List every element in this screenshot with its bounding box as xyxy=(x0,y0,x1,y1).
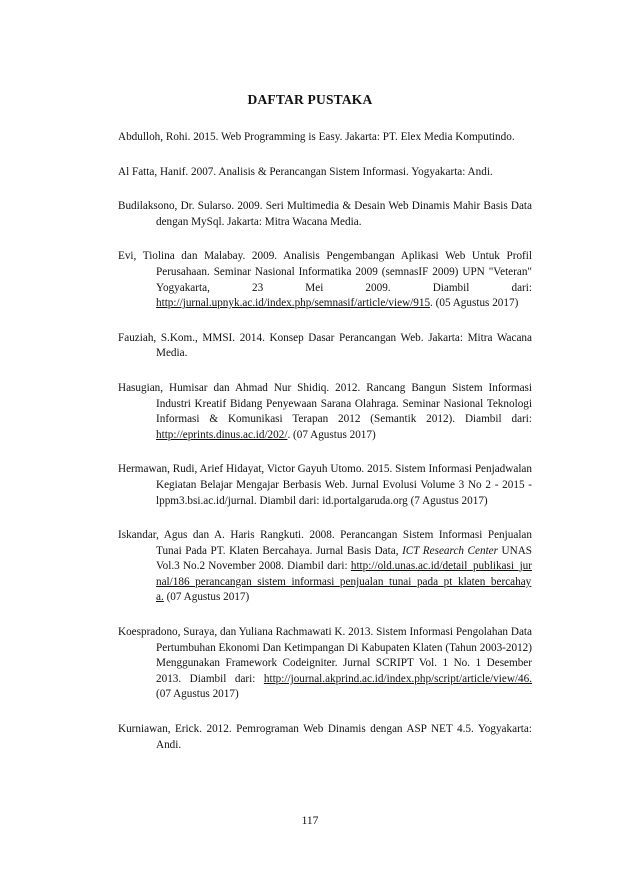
reference-item: Evi, Tiolina dan Malabay. 2009. Analisis Pengembangan Aplikasi Web Untuk Profil Perusahaan. Seminar Nasional Informatika 2009 (semnasIF 2009) UPN "Veteran" Yogyakarta, 23 Mei 2009. Diambil dari: http://jurnal.upnyk.ac.id/index.php/semnasif/article/view/915. (05 Agustus 2017) xyxy=(118,250,532,310)
reference-item: Koespradono, Suraya, dan Yuliana Rachmawati K. 2013. Sistem Informasi Pengolahan Data Pertumbuhan Ekonomi Dan Ketimpangan Di Kabupaten Klaten (Tahun 2003-2012) Menggunakan Framework Codeigniter. Jurnal SCRIPT Vol. 1 No. 1 Desember 2013. Diambil dari: http://journal.akprind.ac.id/index.php/script/article/view/46. (07 Agustus 2017) xyxy=(118,626,532,701)
reference-item: Kurniawan, Erick. 2012. Pemrograman Web Dinamis dengan ASP NET 4.5. Yogyakarta: Andi. xyxy=(118,723,532,751)
page-title: DAFTAR PUSTAKA xyxy=(247,92,373,107)
reference-list xyxy=(118,130,532,753)
reference-link[interactable]: http://eprints.dinus.ac.id/202/ xyxy=(156,428,288,441)
reference-item: Al Fatta, Hanif. 2007. Analisis & Perancangan Sistem Informasi. Yogyakarta: Andi. xyxy=(118,165,493,178)
reference-link[interactable]: http://journal.akprind.ac.id/index.php/script/article/view/46. xyxy=(263,672,532,685)
reference-item: Hermawan, Rudi, Arief Hidayat, Victor Gayuh Utomo. 2015. Sistem Informasi Penjadwalan Kegiatan Belajar Mengajar Berbasis Web. Jurnal Evolusi Volume 3 No 2 - 2015 - lppm3.bsi.ac.id/jurnal. Diambil dari: id.portalgaruda.org (7 Agustus 2017) xyxy=(118,463,532,507)
reference-item: Abdulloh, Rohi. 2015. Web Programming is Easy. Jakarta: PT. Elex Media Komputindo. xyxy=(118,131,515,143)
reference-item: Hasugian, Humisar dan Ahmad Nur Shidiq. 2012. Rancang Bangun Sistem Informasi Industri Kreatif Bidang Penyewaan Sarana Olahraga. Seminar Nasional Teknologi Informasi & Komunikasi Terapan 2012 (Semantik 2012). Diambil dari: http://eprints.dinus.ac.id/202/. (07 Agustus 2017) xyxy=(118,381,532,441)
reference-link[interactable]: http://old.unas.ac.id/detail_publikasi_jurnal/186_perancangan_sistem_informasi_penjualan_tunai_pada_pt_klaten_bercahaya. xyxy=(156,560,532,604)
page-number: 117 xyxy=(301,815,319,827)
reference-link[interactable]: http://jurnal.upnyk.ac.id/index.php/semnasif/article/view/915 xyxy=(156,297,431,310)
reference-item: Iskandar, Agus dan A. Haris Rangkuti. 2008. Perancangan Sistem Informasi Penjualan Tunai Pada PT. Klaten Bercahaya. Jurnal Basis Data, ICT Research Center UNAS Vol.3 No.2 November 2008. Diambil dari: http://old.unas.ac.id/detail_publikasi_jurnal/186_perancangan_sistem_informasi_penjualan_tunai_pada_pt_klaten_bercahaya. (07 Agustus 2017) xyxy=(118,529,532,604)
reference-item: Fauziah, S.Kom., MMSI. 2014. Konsep Dasar Perancangan Web. Jakarta: Mitra Wacana Media. xyxy=(118,331,532,360)
reference-item: Budilaksono, Dr. Sularso. 2009. Seri Multimedia & Desain Web Dinamis Mahir Basis Data dengan MySql. Jakarta: Mitra Wacana Media. xyxy=(118,200,532,228)
